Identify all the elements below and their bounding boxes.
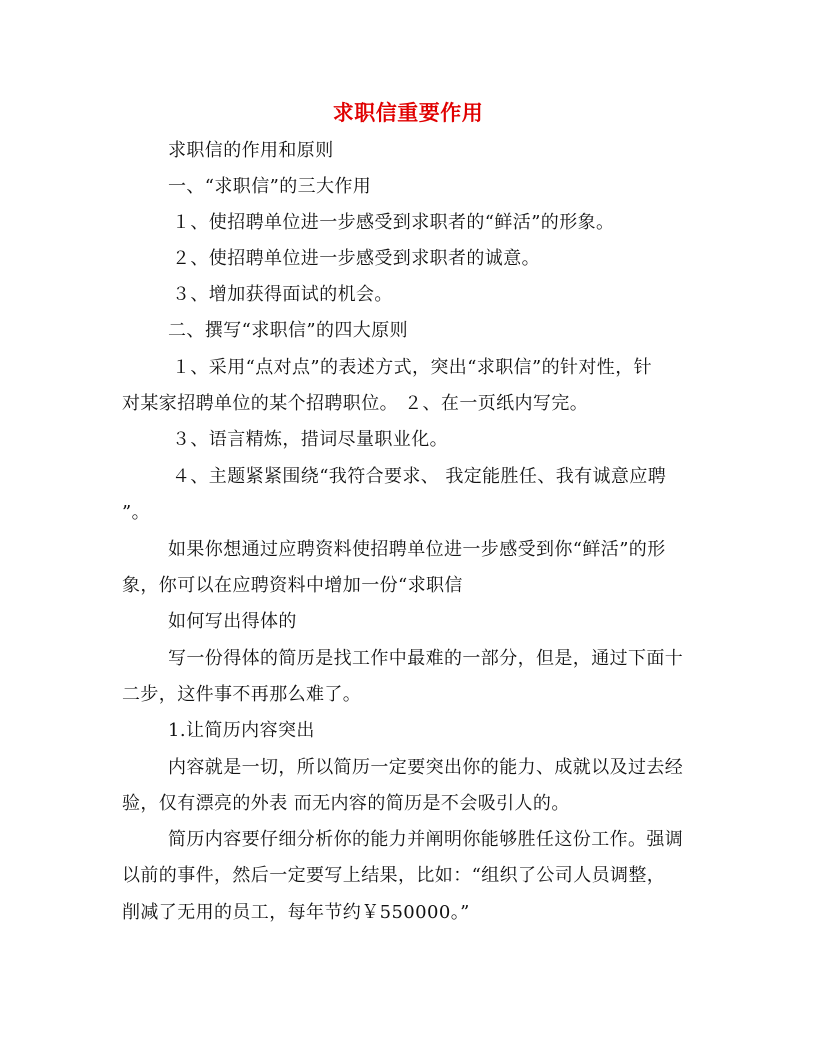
heading-line: 一、“求职信”的三大作用 — [168, 176, 372, 197]
paragraph-line: 以前的事件，然后一定要写上结果，比如：“组织了公司人员调整， — [122, 865, 666, 886]
list-item: ２、使招聘单位进一步感受到求职者的诚意。 — [172, 248, 540, 269]
paragraph-line: 写一份得体的简历是找工作中最难的一部分，但是，通过下面十 — [168, 648, 684, 669]
heading-line: 二、撰写“求职信”的四大原则 — [168, 320, 409, 341]
paragraph-line: 验，仅有漂亮的外表 而无内容的简历是不会吸引人的。 — [122, 793, 570, 814]
paragraph-line: 二步，这件事不再那么难了。 — [122, 684, 362, 705]
paragraph-line: ”。 — [122, 502, 151, 523]
paragraph-line: 如何写出得体的 — [168, 611, 297, 632]
list-item: ３、增加获得面试的机会。 — [172, 284, 393, 305]
paragraph-line: 象，你可以在应聘资料中增加一份“求职信 — [122, 575, 463, 596]
list-item: １、使招聘单位进一步感受到求职者的“鲜活”的形象。 — [172, 212, 615, 233]
list-item: ３、语言精炼，措词尽量职业化。 — [172, 429, 448, 450]
document-title: 求职信重要作用 — [332, 100, 484, 125]
paragraph-line: 简历内容要仔细分析你的能力并阐明你能够胜任这份工作。强调 — [168, 829, 684, 850]
paragraph-line: 内容就是一切，所以简历一定要突出你的能力、成就以及过去经 — [168, 757, 684, 778]
heading-line: 1.让简历内容突出 — [168, 720, 315, 741]
paragraph-line: 求职信的作用和原则 — [168, 140, 334, 161]
list-item: ４、主题紧紧围绕“我符合要求、 我定能胜任、我有诚意应聘 — [172, 466, 667, 487]
paragraph-line: 削减了无用的员工，每年节约￥550000。” — [122, 902, 470, 923]
paragraph-line: 如果你想通过应聘资料使招聘单位进一步感受到你“鲜活”的形 — [168, 539, 666, 560]
list-item: １、采用“点对点”的表述方式，突出“求职信”的针对性，针 — [172, 357, 653, 378]
paragraph-line: 对某家招聘单位的某个招聘职位。 ２、在一页纸内写完。 — [122, 393, 589, 414]
